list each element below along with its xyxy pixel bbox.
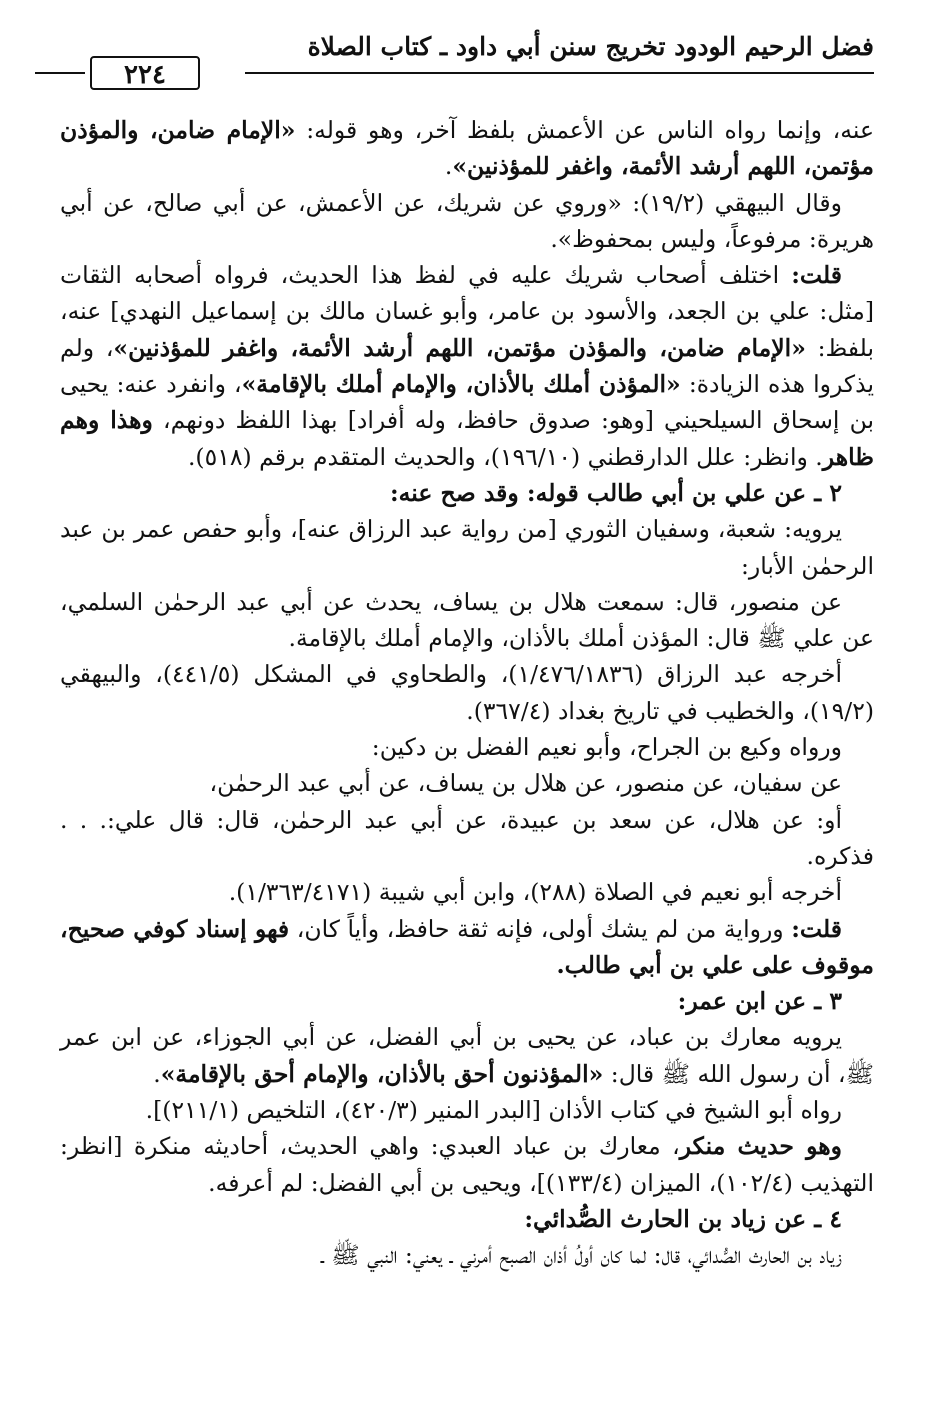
paragraph: [60, 584, 874, 657]
paragraph: [60, 765, 874, 801]
text-run: رواه أبو الشيخ في كتاب الأذان [البدر المنير (٤٢٠/٣)، التلخيص (٢١١/١)].: [145, 1096, 842, 1125]
body-text: [60, 112, 874, 1274]
text-run: عن سفيان، عن منصور، عن هلال بن يساف، عن أبي عبد الرحمٰن،: [209, 769, 842, 798]
header-rule: [245, 72, 874, 74]
bold-text: «الإمام ضامن، والمؤذن مؤتمن، اللهم أرشد الأئمة، واغفر للمؤذنين»: [60, 116, 874, 181]
page-number: ٢٢٤: [90, 56, 200, 90]
paragraph: [60, 1128, 874, 1201]
text-run: ، معارك بن عباد العبدي: واهي الحديث، أحاديثه منكرة [انظر: التهذيب (١٠٢/٤)، الميزان (١٣٣/٤)]، ويحيى بن أبي الفضل: لم أعرفه.: [60, 1132, 874, 1197]
text-run: .: [444, 152, 453, 181]
text-run: ورواية من لم يشك أولى، فإنه ثقة حافظ، وأياً كان،: [289, 914, 792, 943]
text-run: عن منصور، قال: سمعت هلال بن يساف، يحدث عن أبي عبد الرحمٰن السلمي، عن علي ﷺ قال: المؤذن أملك بالأذان، والإمام أملك بالإقامة.: [60, 587, 874, 653]
running-title: فضل الرحيم الودود تخريج سنن أبي داود ـ كتاب الصلاة: [307, 32, 874, 61]
section-heading: [60, 1201, 874, 1237]
paragraph: [60, 1092, 874, 1128]
paragraph: [60, 1237, 874, 1273]
text-run: ورواه وكيع بن الجراح، وأبو نعيم الفضل بن دكين:: [371, 733, 842, 762]
text-run: . وانظر: علل الدارقطني (١٩٦/١٠)، والحديث المتقدم برقم (٥١٨).: [187, 442, 823, 471]
text-run: يرويه معارك بن عباد، عن يحيى بن أبي الفضل، عن أبي الجوزاء، عن ابن عمر ﷺ، أن رسول الله ﷺ قال:: [60, 1023, 874, 1088]
text-run: عنه، وإنما رواه الناس عن الأعمش بلفظ آخر، وهو قوله:: [295, 116, 874, 144]
header-rule-left: [35, 72, 85, 74]
bold-text: «المؤذن أملك بالأذان، والإمام أملك بالإقامة»: [241, 370, 681, 399]
text-run: ، وانفرد عنه: يحيى بن إسحاق السيلحيني [وهو: صدوق حافظ، وله أفراد] بهذا اللفظ دونهم،: [60, 370, 874, 435]
section-heading: [60, 983, 874, 1019]
bold-text: فهو إسناد كوفي صحيح، موقوف على علي بن أبي طالب.: [60, 914, 874, 979]
bold-text: وهو حديث منكر: [679, 1132, 842, 1161]
paragraph: [60, 1019, 874, 1092]
bold-text: ٢ ـ عن علي بن أبي طالب قوله: وقد صح عنه:: [389, 478, 842, 507]
paragraph: [60, 874, 874, 910]
paragraph: [60, 257, 874, 475]
text-run: وقال البيهقي (١٩/٢): «وروي عن شريك، عن الأعمش، عن أبي صالح، عن أبي هريرة: مرفوعاً، وليس بمحفوظ».: [60, 188, 874, 253]
text-run: اختلف أصحاب شريك عليه في لفظ هذا الحديث، فرواه أصحابه الثقات [مثل: علي بن الجعد، والأسود بن عامر، وأبو غسان مالك بن إسماعيل النهدي] عنه، بلفظ:: [60, 261, 875, 362]
text-run: أو: عن هلال، عن سعد بن عبيدة، عن أبي عبد الرحمٰن، قال: قال علي:. . . فذكره.: [60, 805, 874, 870]
paragraph: [60, 511, 874, 584]
paragraph: [60, 112, 874, 185]
text-run: يرويه: شعبة، وسفيان الثوري [من رواية عبد الرزاق عنه]، وأبو حفص عمر بن عبد الرحمٰن الأبار:: [60, 515, 874, 580]
bold-text: ٤ ـ عن زياد بن الحارث الصُّدائي:: [524, 1204, 842, 1233]
paragraph: [60, 802, 874, 875]
paragraph: [60, 185, 874, 258]
text-run: زياد بن الحارث الصُّدائي، قال: لما كان أولُ أذان الصبح أمرني ـ يعني: النبي ﷺ ـ: [320, 1241, 842, 1270]
bold-text: قلت:: [791, 261, 842, 290]
text-run: أخرجه أبو نعيم في الصلاة (٢٨٨)، وابن أبي شيبة (١/٣٦٣/٤١٧١).: [228, 878, 842, 907]
bold-text: وهذا وهم ظاهر: [60, 406, 874, 471]
paragraph: [60, 656, 874, 729]
text-run: أخرجه عبد الرزاق (١/٤٧٦/١٨٣٦)، والطحاوي في المشكل (٤٤١/٥)، والبيهقي (١٩/٢)، والخطيب في تاريخ بغداد (٣٦٧/٤).: [60, 660, 874, 725]
paragraph: [60, 729, 874, 765]
bold-text: قلت:: [791, 914, 842, 943]
section-heading: [60, 475, 874, 511]
bold-text: ٣ ـ عن ابن عمر:: [677, 987, 842, 1016]
page-header: [60, 32, 874, 90]
bold-text: «الإمام ضامن، والمؤذن مؤتمن، اللهم أرشد الأئمة، واغفر للمؤذنين»: [113, 333, 806, 362]
text-run: .: [153, 1059, 161, 1088]
bold-text: «المؤذنون أحق بالأذان، والإمام أحق بالإقامة»: [160, 1059, 604, 1088]
text-run: ، ولم يذكروا هذه الزيادة:: [60, 333, 874, 399]
paragraph: [60, 911, 874, 984]
